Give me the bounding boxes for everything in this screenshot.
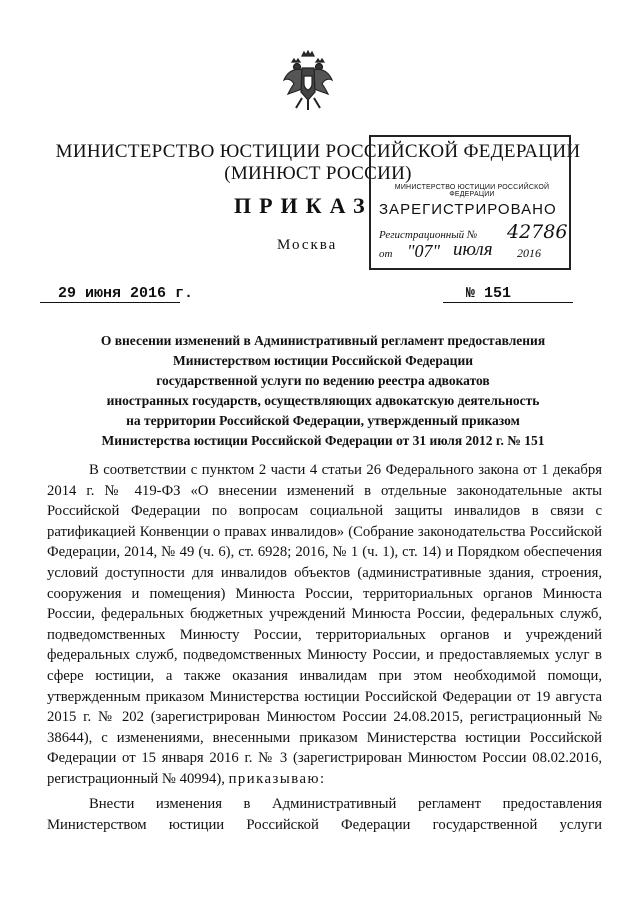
ministry-short-name: (МИНЮСТ РОССИИ) [224, 163, 412, 184]
stamp-date-month: июля [453, 239, 493, 260]
coat-of-arms-icon [282, 50, 334, 112]
order-number-underline [443, 302, 573, 303]
document-title [58, 331, 588, 451]
body-paragraph [47, 460, 602, 790]
order-directive: приказываю: [228, 770, 326, 787]
stamp-header: МИНИСТЕРСТВО ЮСТИЦИИ РОССИЙСКОЙ ФЕДЕРАЦИИ [394, 184, 550, 198]
title-line: О внесении изменений в Административный регламент предоставления [100, 333, 546, 348]
registration-stamp [369, 135, 571, 270]
stamp-reg-label: Регистрационный № [379, 229, 478, 241]
order-date-underline [40, 302, 180, 303]
ministry-name: МИНИСТЕРСТВО ЮСТИЦИИ РОССИЙСКОЙ ФЕДЕРАЦИИ [55, 141, 581, 162]
body-paragraph-text: В соответствии с пунктом 2 части 4 статьи 26 Федерального закона от 1 декабря 2014 г. № 419-ФЗ «О внесении изменений в отдельные законодательные акты Российской Федерации по вопросам социальной защиты инвалидов в связи с ратификацией Конвенции о правах инвалидов» (Собрание законодательства Российской Федерации, 2014, № 49 (ч. 6), ст. 6928; 2016, № 1 (ч. 1), ст. 14) и Порядком обеспечения условий доступности для инвалидов объектов (административные здания, строения, сооружения и помещения) Минюста России, территориальных органов Минюста России, федеральных бюджетных учреждений Минюста России, федеральных служб, подведомственных Минюсту России, территориальных органов и учреждений федеральных служб, подведомственных Минюсту России, и предоставляемых услуг в сфере юстиции, а также оказания инвалидам при этом необходимой помощи, утвержденным приказом Министерства юстиции Российской Федерации от 19 августа 2015 г. № 202 (зарегистрирован Минюстом России 24.08.2015, регистрационный № 38644), с изменениями, внесенными приказом Министерства юстиции Российской Федерации от 15 января 2016 г. № 3 (зарегистрирован Минюстом России 08.02.2016, регистрационный № 40994), [47, 462, 602, 787]
title-line: Министерства юстиции Российской Федерации от 31 июля 2012 г. № 151 [101, 433, 545, 448]
stamp-date-day: "07" [407, 241, 441, 261]
body-paragraph-2: Внести изменения в Административный регламент предоставления Министерством юстиции Российской Федерации государственной услуги [47, 796, 602, 833]
city: Москва [277, 237, 338, 253]
title-line: Министерством юстиции Российской Федерации [172, 353, 474, 368]
stamp-date-year: 2016 [517, 246, 541, 260]
title-line: иностранных государств, осуществляющих адвокатскую деятельность [106, 393, 540, 408]
order-date: 29 июня 2016 г. [58, 285, 194, 302]
stamp-title: ЗАРЕГИСТРИРОВАНО [379, 201, 557, 218]
title-line: на территории Российской Федерации, утвержденный приказом [126, 413, 520, 428]
document-type: ПРИКАЗ [234, 193, 373, 218]
stamp-date-prefix: от [379, 248, 393, 260]
order-number: № 151 [466, 285, 512, 302]
title-line: государственной услуги по ведению реестра адвокатов [156, 373, 490, 388]
stamp-reg-number: 42786 [507, 221, 568, 243]
